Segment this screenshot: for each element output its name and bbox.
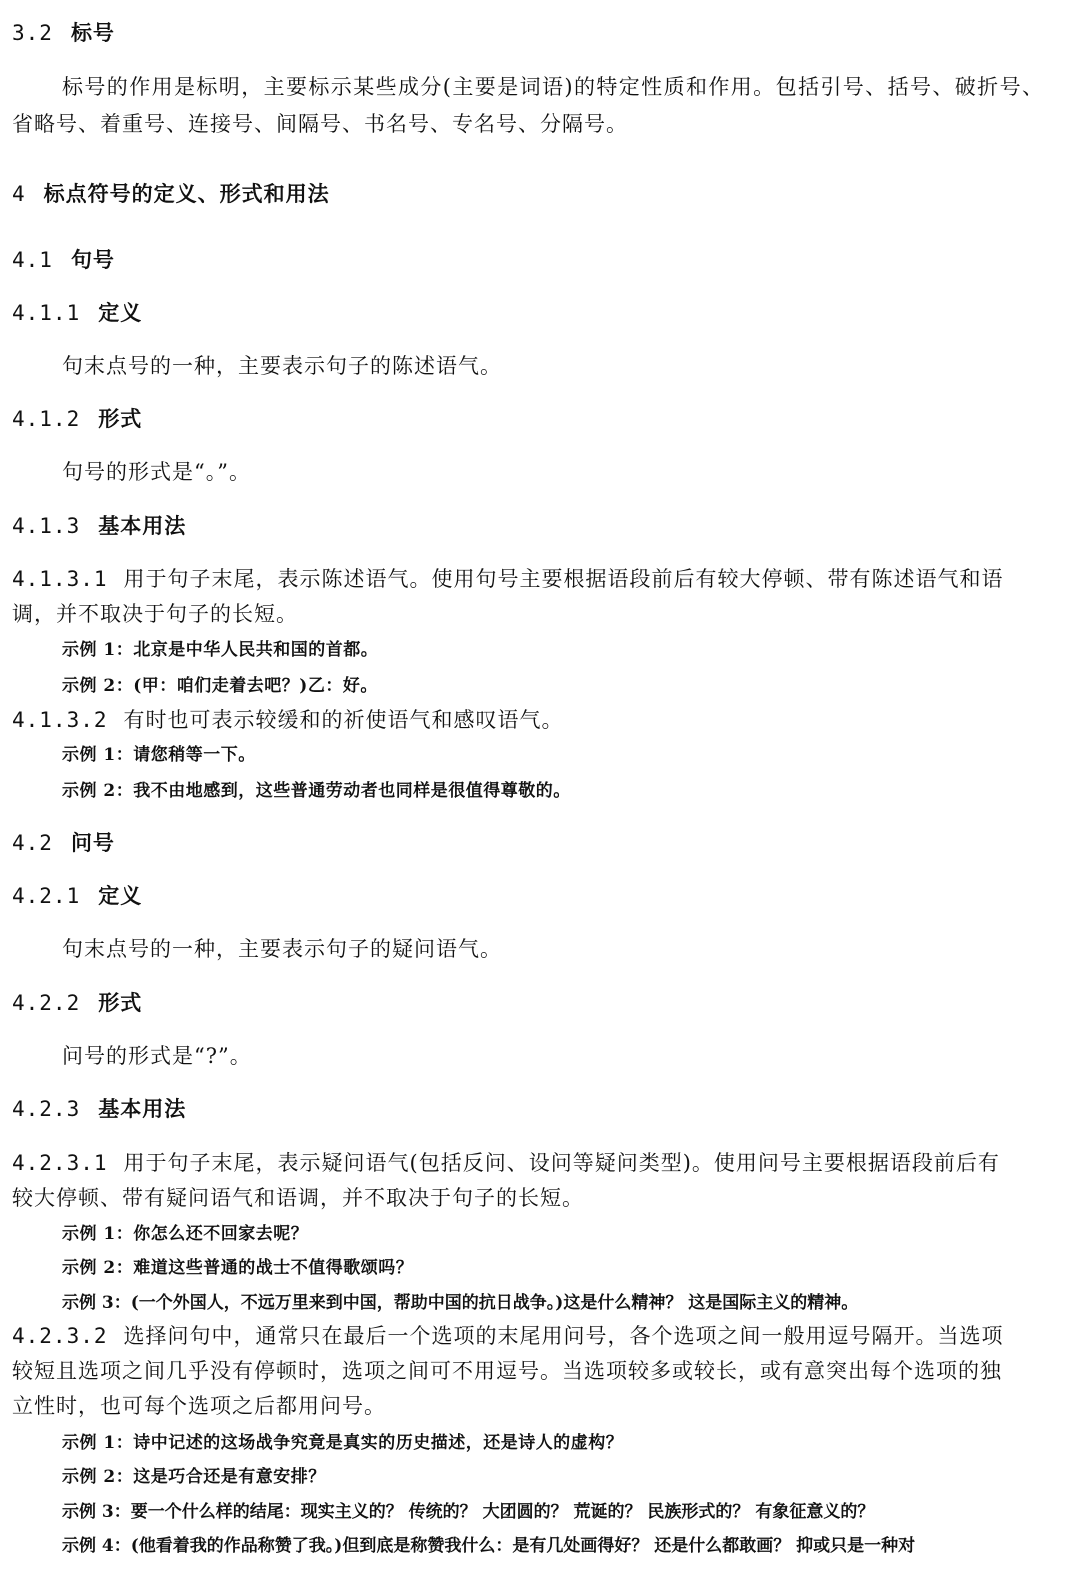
- section-heading-4-1-2: [12, 405, 142, 433]
- example-line: 示例 2：难道这些普通的战士不值得歌颂吗？: [62, 1258, 414, 1278]
- paragraph-line: 立性时，也可每个选项之后都用问号。: [12, 1394, 386, 1418]
- section-number: 4.2.1: [12, 884, 81, 908]
- section-number: 4.2.2: [12, 991, 81, 1015]
- clause-number: 4.1.3.1: [12, 567, 108, 591]
- clause-number: 4.2.3.2: [12, 1324, 108, 1348]
- clause-number: 4.2.3.1: [12, 1151, 108, 1175]
- section-title: 定义: [98, 883, 143, 908]
- example-line: 示例 3：要一个什么样的结尾：现实主义的？ 传统的？ 大团圆的？ 荒诞的？ 民族形式的？ 有象征意义的？: [62, 1502, 875, 1522]
- paragraph-line: 标号的作用是标明，主要标示某些成分(主要是词语)的特定性质和作用。包括引号、括号、破折号、: [62, 75, 1045, 99]
- section-title: 基本用法: [98, 1096, 187, 1121]
- section-number: 4: [12, 182, 26, 206]
- paragraph-line: 句末点号的一种，主要表示句子的疑问语气。: [62, 937, 502, 961]
- example-line: 示例 2：我不由地感到，这些普通劳动者也同样是很值得尊敬的。: [62, 781, 571, 801]
- paragraph-line: 较短且选项之间几乎没有停顿时，选项之间可不用逗号。当选项较多或较长，或有意突出每个选项的独: [12, 1359, 1002, 1383]
- example-line: 示例 3：(一个外国人，不远万里来到中国，帮助中国的抗日战争。)这是什么精神？ 这是国际主义的精神。: [62, 1293, 859, 1313]
- section-heading-4-1-3: [12, 512, 186, 540]
- example-line: 示例 1：你怎么还不回家去呢？: [62, 1224, 309, 1244]
- clause-4-2-3-2: [12, 1322, 1004, 1350]
- section-title: 形式: [98, 406, 143, 431]
- section-number: 4.2: [12, 831, 53, 855]
- section-heading-4-1: [12, 246, 115, 274]
- section-title: 基本用法: [98, 513, 187, 538]
- paragraph-line: 问号的形式是“?”。: [62, 1044, 252, 1068]
- paragraph-line: 较大停顿、带有疑问语气和语调，并不取决于句子的长短。: [12, 1186, 584, 1210]
- example-line: 示例 2：这是巧合还是有意安排？: [62, 1467, 326, 1487]
- clause-4-1-3-1: [12, 565, 1004, 593]
- section-title: 句号: [70, 247, 115, 272]
- clause-text: 用于句子末尾，表示疑问语气(包括反问、设问等疑问类型)。使用问号主要根据语段前后有: [123, 1151, 1000, 1175]
- section-number: 4.1.2: [12, 407, 81, 431]
- example-line: 示例 4：(他看着我的作品称赞了我。)但到底是称赞我什么：是有几处画得好？ 还是什么都敢画？ 抑或只是一种对: [62, 1536, 916, 1556]
- section-heading-4-2-1: [12, 882, 142, 910]
- section-heading-4: [12, 180, 330, 208]
- paragraph-line: 句末点号的一种，主要表示句子的陈述语气。: [62, 354, 502, 378]
- section-title: 问号: [70, 830, 115, 855]
- section-number: 3.2: [12, 21, 53, 45]
- clause-number: 4.1.3.2: [12, 708, 108, 732]
- section-title: 标号: [70, 20, 115, 45]
- section-title: 标点符号的定义、形式和用法: [43, 181, 330, 206]
- clause-text: 选择问句中，通常只在最后一个选项的末尾用问号，各个选项之间一般用逗号隔开。当选项: [123, 1324, 1004, 1348]
- clause-text: 用于句子末尾，表示陈述语气。使用句号主要根据语段前后有较大停顿、带有陈述语气和语: [123, 567, 1004, 591]
- example-line: 示例 1：请您稍等一下。: [62, 745, 256, 765]
- section-heading-4-2-2: [12, 989, 142, 1017]
- example-line: 示例 1：诗中记述的这场战争究竟是真实的历史描述，还是诗人的虚构？: [62, 1433, 624, 1453]
- section-heading-4-2: [12, 829, 115, 857]
- section-number: 4.1.1: [12, 301, 81, 325]
- paragraph-line: 省略号、着重号、连接号、间隔号、书名号、专名号、分隔号。: [12, 112, 628, 136]
- section-number: 4.1.3: [12, 514, 81, 538]
- paragraph-line: 调，并不取决于句子的长短。: [12, 602, 298, 626]
- example-line: 示例 1：北京是中华人民共和国的首都。: [62, 640, 379, 660]
- clause-text: 有时也可表示较缓和的祈使语气和感叹语气。: [123, 708, 564, 732]
- section-title: 定义: [98, 300, 143, 325]
- section-heading-4-1-1: [12, 299, 142, 327]
- clause-4-2-3-1: [12, 1149, 1000, 1177]
- clause-4-1-3-2: [12, 706, 564, 734]
- paragraph-line: 句号的形式是“。”。: [62, 460, 251, 484]
- section-number: 4.1: [12, 248, 53, 272]
- section-title: 形式: [98, 990, 143, 1015]
- section-number: 4.2.3: [12, 1097, 81, 1121]
- example-line: 示例 2：(甲：咱们走着去吧？)乙：好。: [62, 676, 378, 696]
- section-heading-4-2-3: [12, 1095, 186, 1123]
- section-heading-3-2: [12, 19, 115, 47]
